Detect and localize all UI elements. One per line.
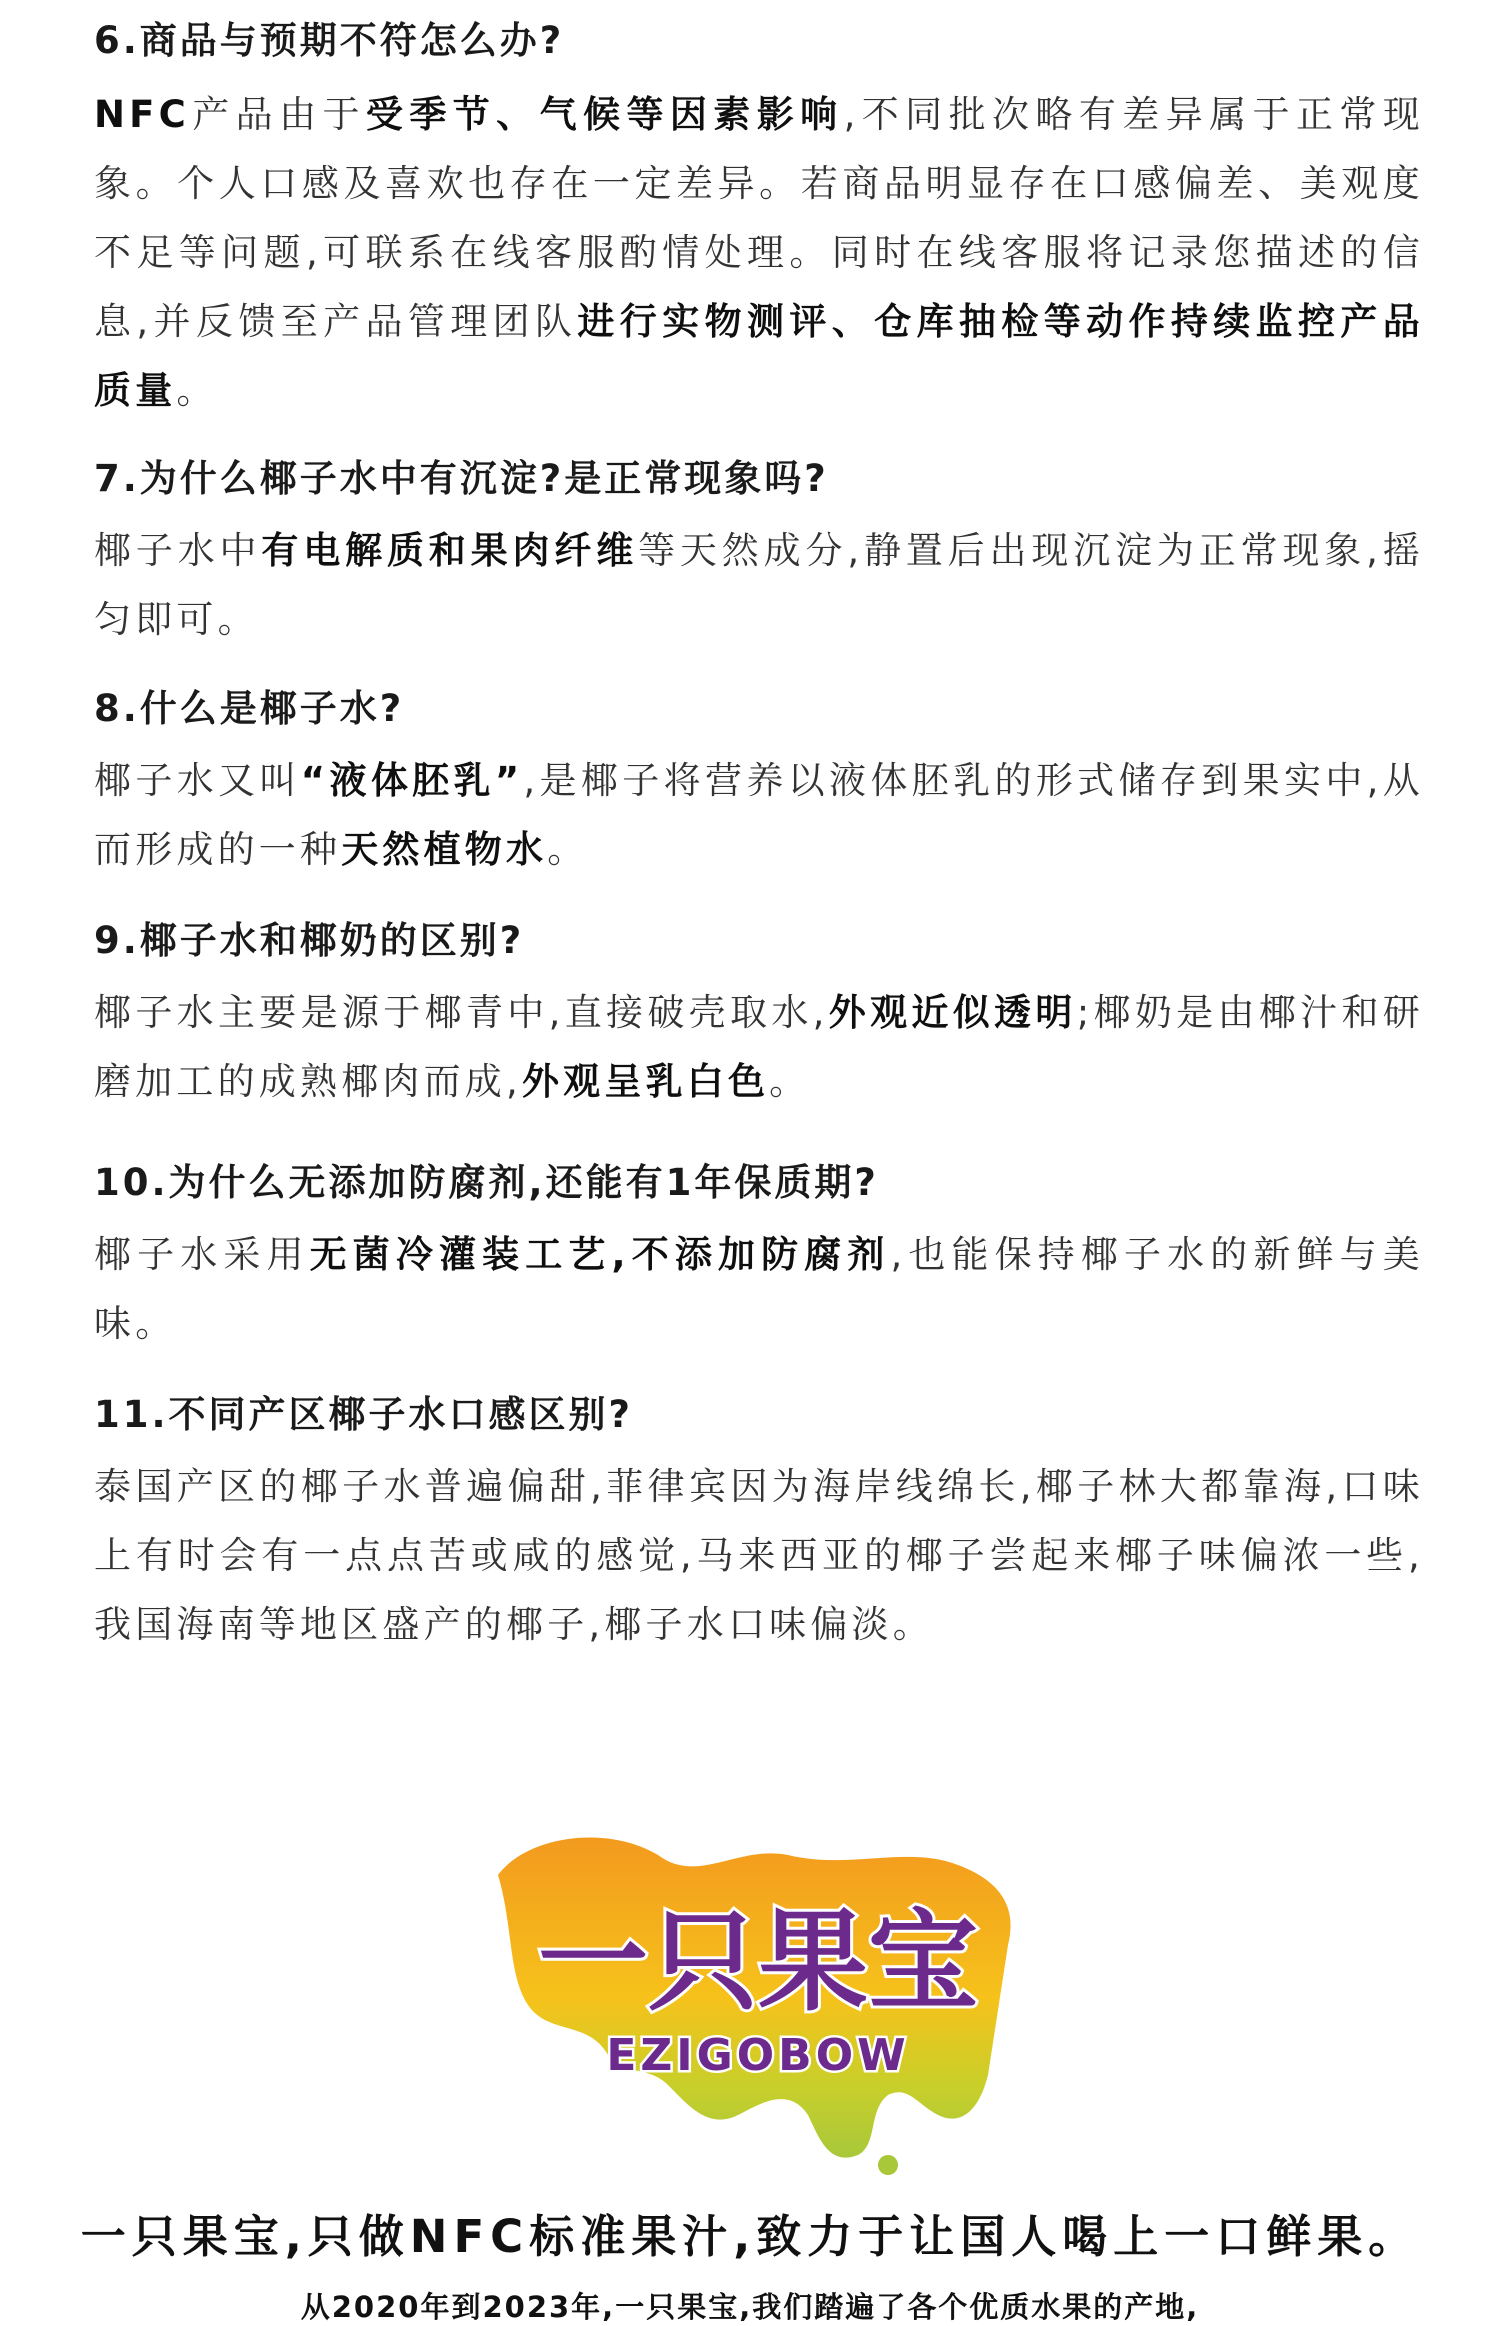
body-text: ,不同批次略有差异属于正常现象。个人口感及喜欢也存在一定差异。若商品明显存在口感偏差、美观度不足等问题,可联系在线客服酌情处理。同时在线客服将记录您描述的信息,并反馈至产品管理团队	[94, 93, 1425, 343]
brand-logo	[488, 1815, 1028, 2175]
faq-question-8: 8.什么是椰子水?	[94, 687, 405, 730]
logo-drop	[878, 2155, 898, 2175]
faq-answer-8	[94, 746, 1424, 884]
faq-answer-11	[94, 1452, 1424, 1659]
body-text: ;椰奶是由椰汁和研磨加工的成熟椰肉而成,	[94, 991, 1425, 1103]
body-text: 椰子水中	[94, 529, 262, 572]
logo-en-text: EZIGOBOW	[606, 2030, 910, 2081]
brand-logo-graphic	[488, 1815, 1028, 2175]
faq-answer-9	[94, 978, 1424, 1116]
body-text: 。	[176, 369, 218, 412]
body-text: 泰国产区的椰子水普遍偏甜,菲律宾因为海岸线绵长,椰子林大都靠海,口味上有时会有一点点苦或咸的感觉,马来西亚的椰子尝起来椰子味偏浓一些,我国海南等地区盛产的椰子,椰子水口味偏淡。	[94, 1465, 1424, 1646]
emphasis-text: 无菌冷灌装工艺,不添加防腐剂	[309, 1233, 891, 1276]
faq-question-6: 6.商品与预期不符怎么办?	[94, 19, 565, 62]
faq-question-7: 7.为什么椰子水中有沉淀?是正常现象吗?	[94, 457, 829, 500]
faq-question-10: 10.为什么无添加防腐剂,还能有1年保质期?	[94, 1161, 879, 1204]
logo-cn-text: 一只果宝	[538, 1898, 978, 2026]
body-text: 。	[547, 828, 589, 871]
emphasis-text: NFC	[94, 93, 190, 136]
emphasis-text: 天然植物水	[341, 828, 548, 871]
body-text: 。	[769, 1060, 811, 1103]
body-text: 椰子水主要是源于椰青中,直接破壳取水,	[94, 991, 829, 1034]
brand-slogan: 一只果宝,只做NFC标准果汁,致力于让国人喝上一口鲜果。	[80, 2210, 1420, 2263]
emphasis-text: “液体胚乳”	[300, 759, 524, 802]
body-text: 椰子水采用	[94, 1233, 310, 1276]
faq-answer-6	[94, 80, 1424, 425]
body-text: 椰子水又叫	[94, 759, 301, 802]
emphasis-text: 受季节、气候等因素影响	[365, 93, 844, 136]
emphasis-text: 进行实物测评、仓库抽检等动作持续监控产品质量	[94, 300, 1424, 412]
body-text: 等天然成分,静置后出现沉淀为正常现象,摇匀即可。	[94, 529, 1424, 641]
body-text: 产品由于	[190, 93, 366, 136]
faq-answer-10	[94, 1220, 1424, 1358]
brand-subline: 从2020年到2023年,一只果宝,我们踏遍了各个优质水果的产地,	[300, 2290, 1200, 2324]
faq-answer-7	[94, 516, 1424, 654]
emphasis-text: 外观呈乳白色	[521, 1060, 770, 1103]
body-text: ,是椰子将营养以液体胚乳的形式储存到果实中,从而形成的一种	[94, 759, 1425, 871]
body-text: ,也能保持椰子水的新鲜与美味。	[94, 1233, 1424, 1345]
faq-question-11: 11.不同产区椰子水口感区别?	[94, 1393, 634, 1436]
emphasis-text: 外观近似透明	[828, 991, 1077, 1034]
emphasis-text: 有电解质和果肉纤维	[261, 529, 639, 572]
faq-question-9: 9.椰子水和椰奶的区别?	[94, 919, 525, 962]
